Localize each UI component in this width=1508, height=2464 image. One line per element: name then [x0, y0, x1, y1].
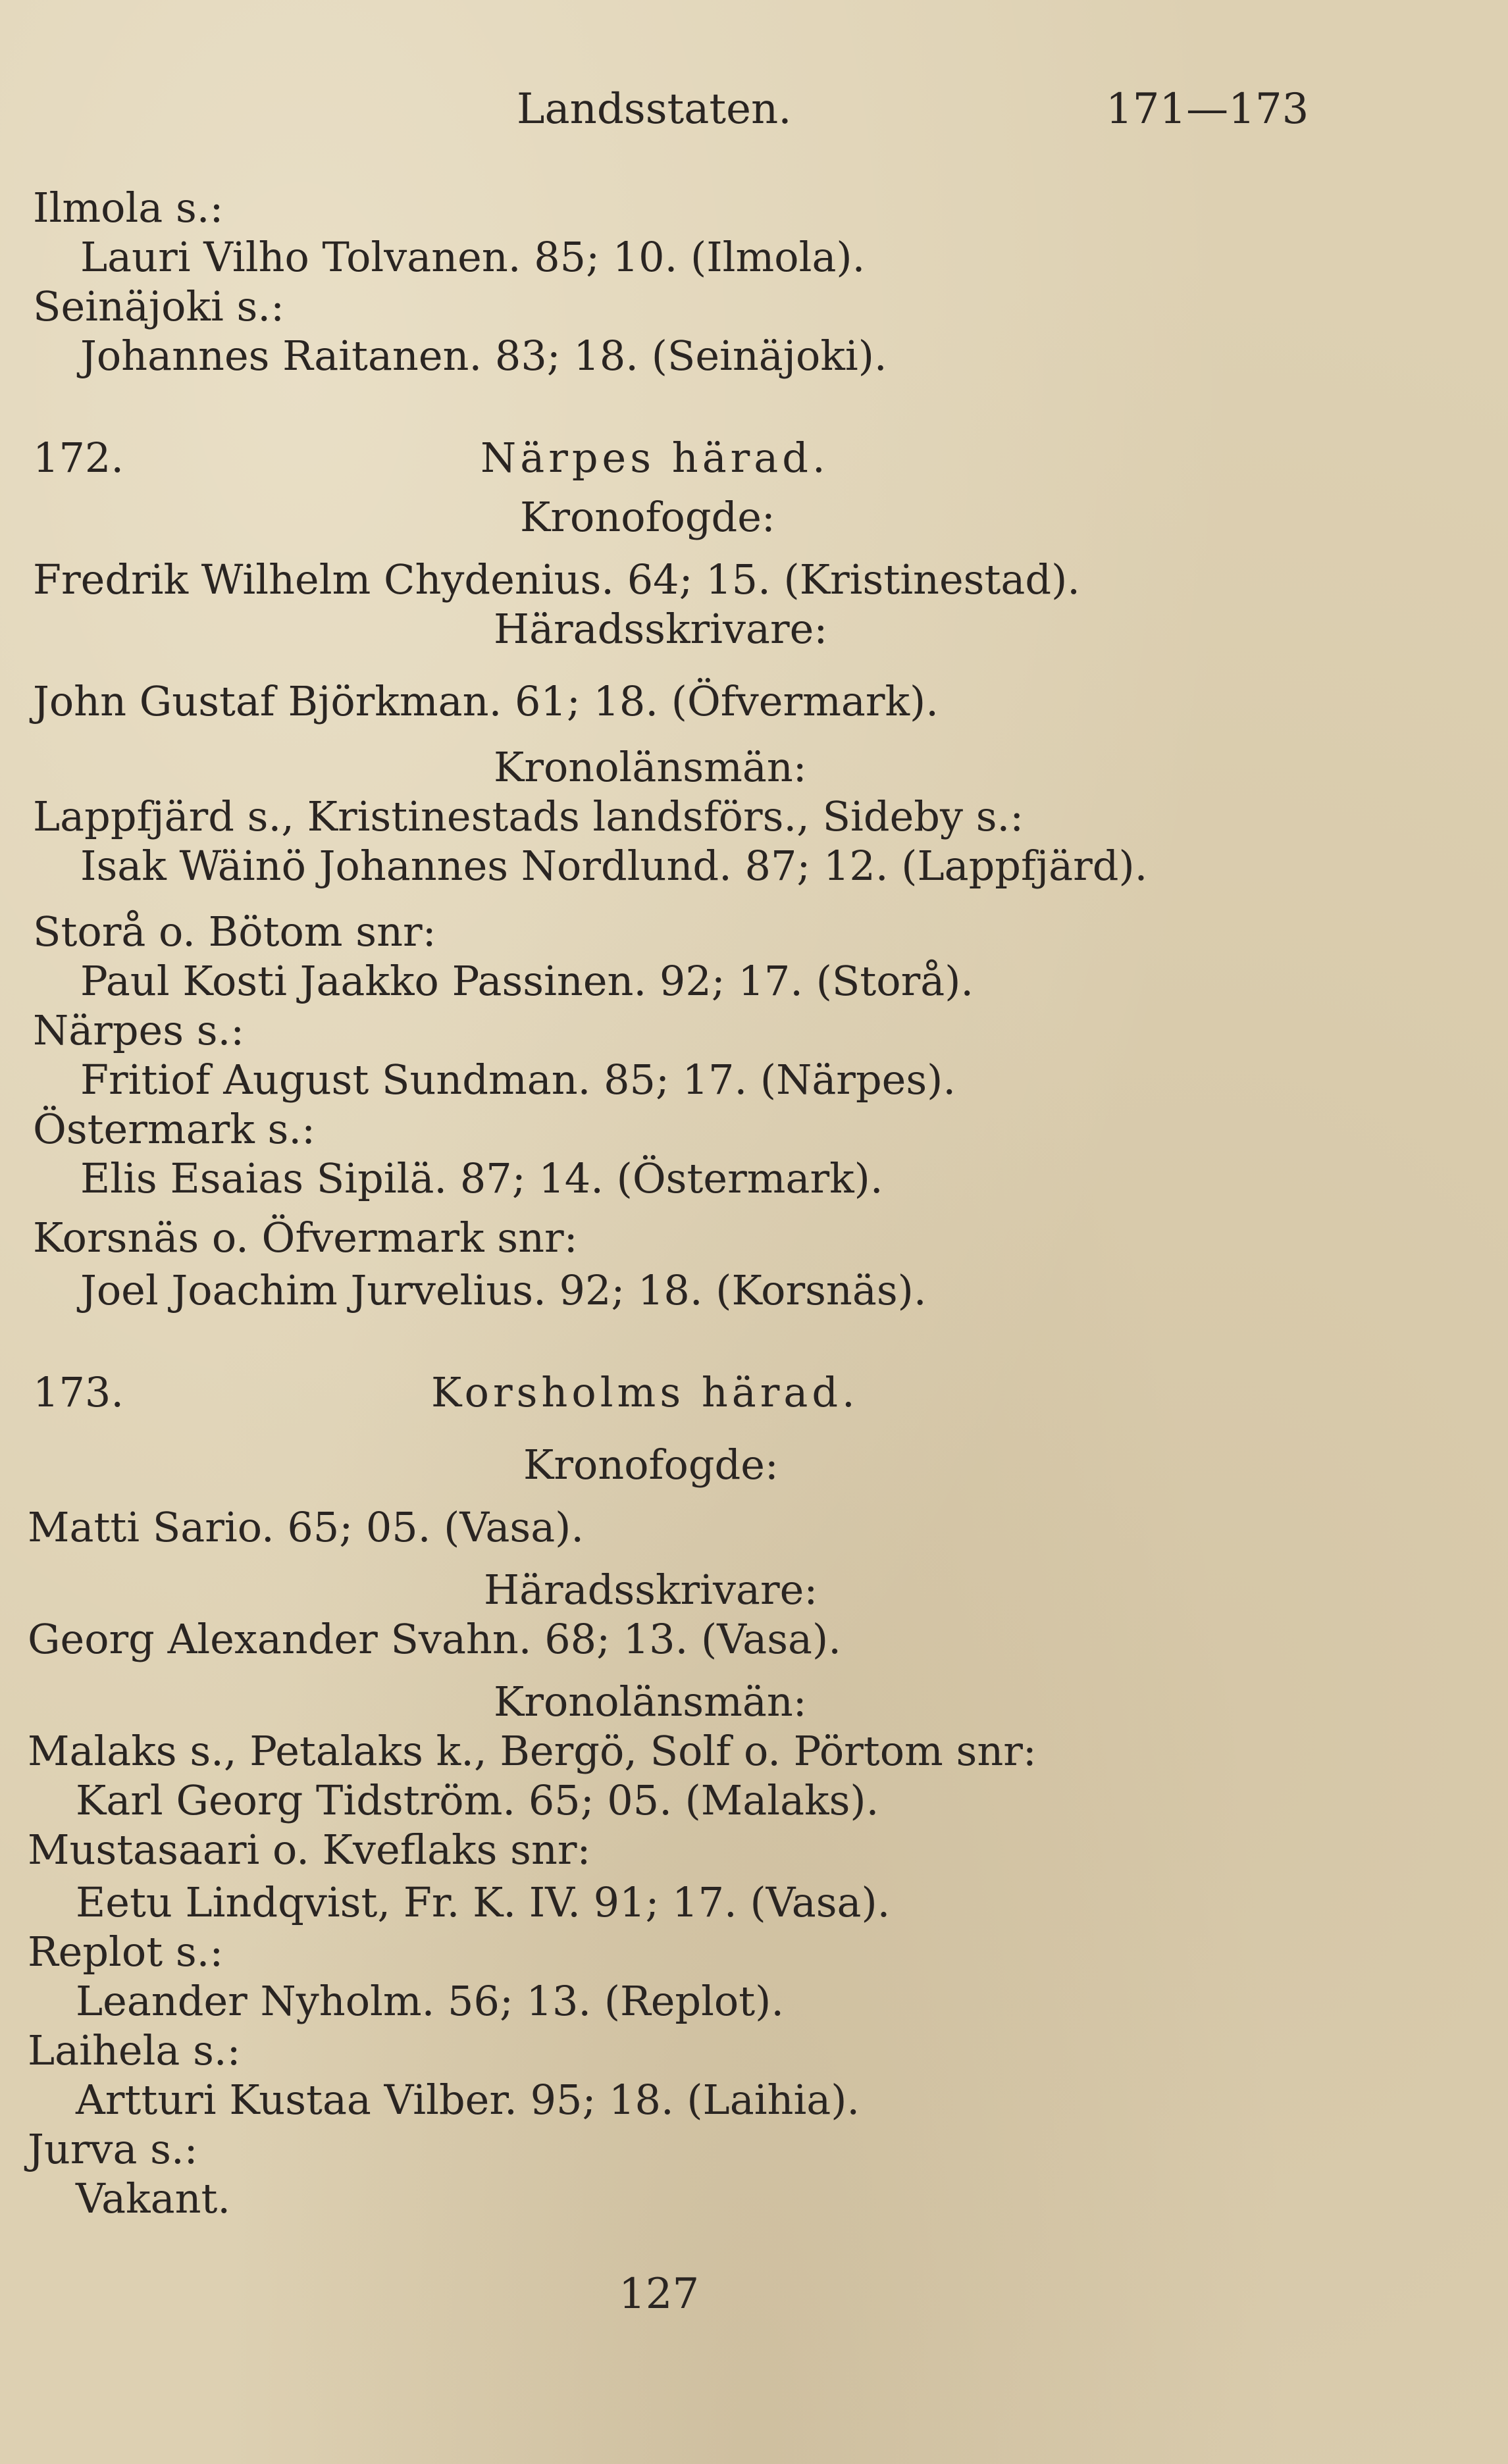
parish-replot: Replot s.:: [28, 1928, 224, 1976]
person-svahn: Georg Alexander Svahn. 68; 13. (Vasa).: [28, 1615, 841, 1663]
running-title: Landsstaten.: [517, 85, 792, 134]
vacant-entry: Vakant.: [76, 2174, 231, 2222]
person-chydenius: Fredrik Wilhelm Chydenius. 64; 15. (Kristinestad).: [33, 555, 1080, 603]
parish-laihela: Laihela s.:: [28, 2026, 241, 2074]
haradsskrivare-label-173: Häradsskrivare:: [484, 1566, 818, 1614]
person-jurvelius: Joel Joachim Jurvelius. 92; 18. (Korsnäs).: [80, 1266, 927, 1314]
person-sundman: Fritiof August Sundman. 85; 17. (Närpes).: [80, 1056, 956, 1104]
parish-lappfjard: Lappfjärd s., Kristinestads landsförs., Sideby s.:: [33, 792, 1024, 840]
person-raitanen: Johannes Raitanen. 83; 18. (Seinäjoki).: [80, 332, 887, 380]
person-tolvanen: Lauri Vilho Tolvanen. 85; 10. (Ilmola).: [80, 233, 866, 281]
section-number-173: 173.: [33, 1368, 124, 1416]
kronolansman-label-173: Kronolänsmän:: [494, 1678, 807, 1726]
parish-mustasaari: Mustasaari o. Kveflaks snr:: [28, 1826, 591, 1874]
person-nordlund: Isak Wäinö Johannes Nordlund. 87; 12. (Lappfjärd).: [80, 842, 1148, 890]
person-tidstrom: Karl Georg Tidström. 65; 05. (Malaks).: [76, 1776, 879, 1824]
parish-korsnas: Korsnäs o. Öfvermark snr:: [33, 1214, 578, 1262]
section-number-172: 172.: [33, 434, 124, 482]
person-passinen: Paul Kosti Jaakko Passinen. 92; 17. (Storå).: [80, 957, 974, 1005]
haradsskrivare-label-172: Häradsskrivare:: [494, 605, 828, 653]
person-bjorkman: John Gustaf Björkman. 61; 18. (Öfvermark).: [33, 677, 939, 725]
kronofogde-label-172: Kronofogde:: [520, 493, 775, 541]
district-heading-narpes: Närpes härad.: [481, 434, 829, 482]
page-number: 127: [619, 2270, 700, 2319]
parish-ostermark: Östermark s.:: [33, 1105, 315, 1153]
person-nyholm: Leander Nyholm. 56; 13. (Replot).: [76, 1977, 785, 2025]
section-range: 171—173: [1106, 85, 1309, 134]
parish-jurva: Jurva s.:: [28, 2125, 198, 2173]
parish-stora: Storå o. Bötom snr:: [33, 908, 436, 956]
person-vilber: Artturi Kustaa Vilber. 95; 18. (Laihia).: [76, 2076, 860, 2124]
parish-malaks: Malaks s., Petalaks k., Bergö, Solf o. Pörtom snr:: [28, 1727, 1037, 1775]
kronolansman-label-172: Kronolänsmän:: [494, 743, 807, 791]
person-lindqvist: Eetu Lindqvist, Fr. K. IV. 91; 17. (Vasa).: [76, 1878, 891, 1926]
parish-ilmola: Ilmola s.:: [33, 184, 224, 232]
parish-narpes: Närpes s.:: [33, 1006, 245, 1054]
parish-seinajoki: Seinäjoki s.:: [33, 282, 284, 330]
district-heading-korsholm: Korsholms härad.: [431, 1368, 859, 1416]
kronofogde-label-173: Kronofogde:: [523, 1441, 779, 1489]
person-sipila: Elis Esaias Sipilä. 87; 14. (Östermark).: [80, 1154, 883, 1202]
person-sario: Matti Sario. 65; 05. (Vasa).: [28, 1503, 585, 1551]
